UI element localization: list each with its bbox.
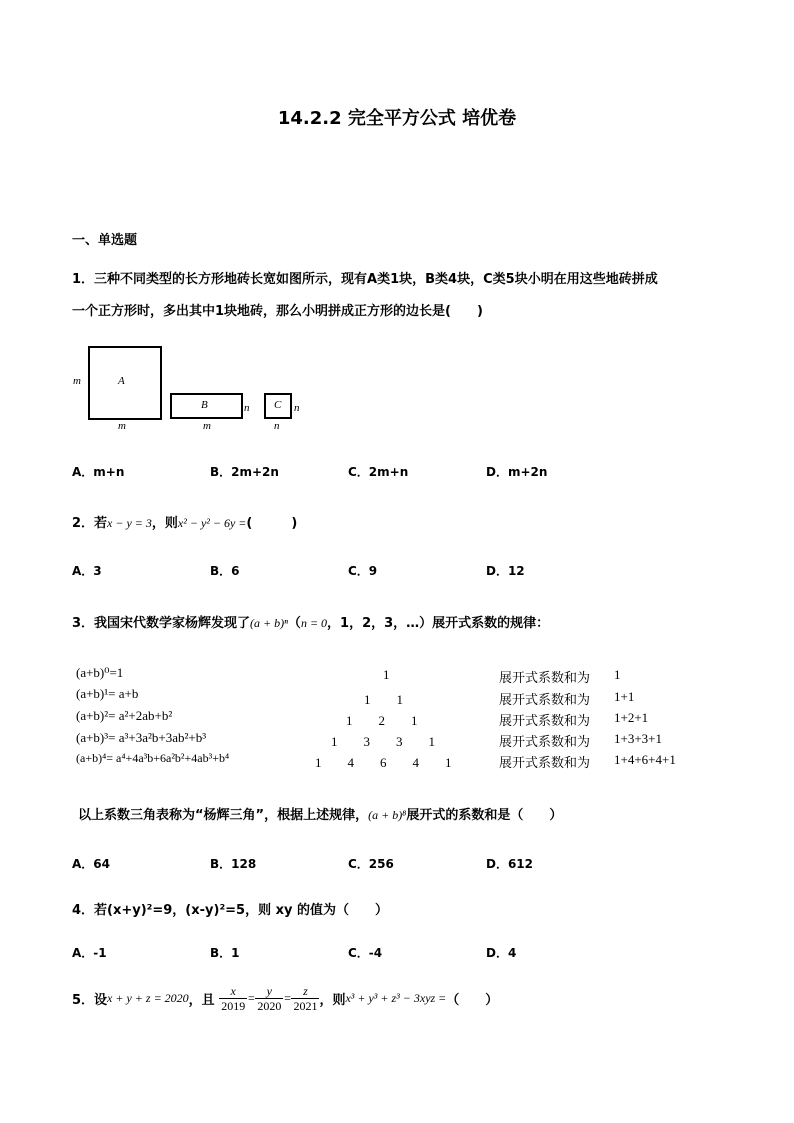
tile-a-side-label: m	[73, 375, 81, 387]
sum-value: 1+4+6+4+1	[614, 752, 676, 767]
q4-stem: 4．若(x+y)²=9，(x-y)²=5，则 xy 的值为（ ）	[72, 903, 388, 918]
sum-label: 展开式系数和为	[499, 693, 591, 708]
q3-tail: ，1，2，3，…）展开式系数的规律：	[327, 616, 550, 631]
coefficient-row: 1 2 1	[346, 713, 418, 728]
coefficient-row: 1 4 6 4 1	[315, 755, 452, 770]
fraction-z-numerator: z	[291, 984, 319, 999]
coefficient-row: 1	[383, 667, 390, 682]
q2-option-d[interactable]: D．12	[486, 564, 525, 578]
expansion-formula: (a+b)¹= a+b	[76, 686, 139, 701]
tile-b-bottom-label: m	[203, 420, 211, 432]
sum-value: 1+3+3+1	[614, 731, 662, 746]
q2-prefix: 2．若	[72, 516, 108, 531]
section-heading: 一、单选题	[72, 233, 138, 248]
coefficient-row: 1 1	[364, 692, 404, 707]
fraction-y	[255, 984, 283, 1013]
q3-option-b[interactable]: B．128	[210, 857, 257, 871]
tile-c-side-label: n	[294, 402, 300, 414]
q3-prefix: 3．我国宋代数学家杨辉发现了	[72, 616, 251, 631]
sum-value: 1+2+1	[614, 710, 649, 725]
q1-option-d[interactable]: D．m+2n	[486, 465, 548, 479]
fraction-x-denominator: 2019	[221, 999, 246, 1013]
page-title: 14.2.2 完全平方公式 培优卷	[277, 108, 517, 129]
q3-n-condition: n = 0	[300, 616, 328, 630]
tile-b-side-label: n	[244, 402, 250, 414]
q3-expression: (a + b)ⁿ	[250, 616, 288, 630]
sum-value: 1+1	[614, 689, 635, 704]
sum-value: 1	[614, 667, 621, 682]
q3-stem	[72, 612, 549, 631]
q2-option-c[interactable]: C．9	[348, 564, 378, 578]
sum-label: 展开式系数和为	[499, 714, 591, 729]
q3-follow-expression: (a + b)⁸	[368, 808, 407, 822]
q5-stem	[72, 984, 498, 1013]
q2-expression: x² − y² − 6y =	[177, 516, 247, 530]
q3-mid: （	[287, 616, 301, 631]
q5-tail: （ ）	[446, 993, 499, 1008]
q2-tail: ( )	[246, 516, 298, 531]
q5-mid: ，且	[188, 993, 215, 1008]
expansion-formula: (a+b)³= a³+3a²b+3ab²+b³	[76, 730, 207, 745]
expansion-formula: (a+b)⁴= a⁴+4a³b+6a²b²+4ab³+b⁴	[76, 751, 230, 765]
tile-a	[88, 346, 162, 420]
q5-expression: x³ + y³ + z³ − 3xyz =	[345, 991, 447, 1005]
fraction-y-numerator: y	[255, 984, 283, 999]
q3-option-d[interactable]: D．612	[486, 857, 534, 871]
tile-a-bottom-label: m	[118, 420, 126, 432]
q1-line2: 一个正方形时，多出其中1块地砖，那么小明拼成正方形的边长是( )	[72, 304, 483, 319]
coefficient-row: 1 3 3 1	[331, 734, 436, 749]
fraction-y-denominator: 2020	[257, 999, 282, 1013]
q3-option-a[interactable]: A．64	[72, 857, 110, 871]
q3-follow-up	[78, 804, 562, 823]
q3-follow-pre: 以上系数三角表称为“杨辉三角”，根据上述规律，	[78, 808, 369, 823]
tile-c-label: C	[274, 399, 282, 411]
q5-prefix: 5．设	[72, 993, 108, 1008]
tile-b-label: B	[201, 399, 208, 411]
q1-option-b[interactable]: B．2m+2n	[210, 465, 279, 479]
fraction-z	[291, 984, 319, 1013]
q1-option-c[interactable]: C．2m+n	[348, 465, 409, 479]
q5-mid2: ，则	[319, 993, 346, 1008]
sum-label: 展开式系数和为	[499, 671, 591, 686]
expansion-formula: (a+b)⁰=1	[76, 665, 124, 680]
fraction-x-numerator: x	[219, 984, 247, 999]
q2-stem	[72, 512, 297, 531]
q4-option-d[interactable]: D．4	[486, 946, 517, 960]
sum-label: 展开式系数和为	[499, 756, 591, 771]
fraction-x	[219, 984, 247, 1013]
q3-option-c[interactable]: C．256	[348, 857, 394, 871]
q4-option-c[interactable]: C．-4	[348, 946, 383, 960]
equals-sign: =	[283, 991, 292, 1005]
fraction-z-denominator: 2021	[293, 999, 318, 1013]
q2-condition: x − y = 3	[107, 516, 152, 530]
q1-option-a[interactable]: A．m+n	[72, 465, 125, 479]
q4-option-a[interactable]: A．-1	[72, 946, 107, 960]
q2-mid: ，则	[151, 516, 178, 531]
q3-follow-post: 展开式的系数和是（ ）	[406, 808, 563, 823]
expansion-formula: (a+b)²= a²+2ab+b²	[76, 708, 173, 723]
q4-option-b[interactable]: B．1	[210, 946, 240, 960]
q2-option-a[interactable]: A．3	[72, 564, 102, 578]
tile-a-label: A	[118, 375, 125, 387]
tile-c-bottom-label: n	[274, 420, 280, 432]
equals-sign: =	[247, 991, 256, 1005]
q1-line1: 1．三种不同类型的长方形地砖长宽如图所示，现有A类1块，B类4块，C类5块小明在用这些地砖拼成	[72, 272, 658, 287]
q5-condition: x + y + z = 2020	[107, 991, 189, 1005]
sum-label: 展开式系数和为	[499, 735, 591, 750]
q2-option-b[interactable]: B．6	[210, 564, 240, 578]
